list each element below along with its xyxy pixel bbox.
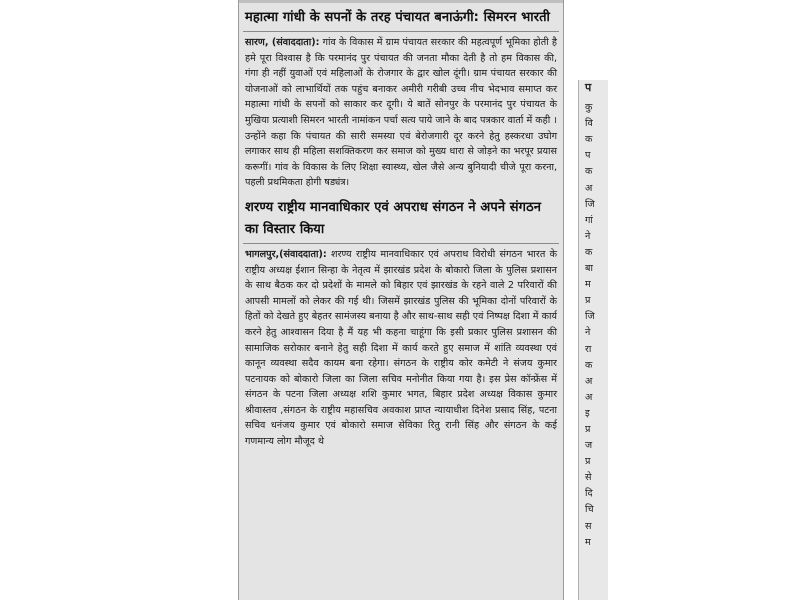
article2-headline: शरण्य राष्ट्रीय मानवाधिकार एवं अपराध संगठन ने अपने संगठन का विस्तार किया [245, 199, 542, 237]
fragment-line: रा [585, 343, 592, 355]
fragment-line: कु [585, 102, 593, 114]
fragment-line: प्र [585, 295, 591, 307]
fragment-line: क [585, 359, 593, 371]
article1-body [245, 35, 557, 191]
fragment-line: ने [585, 230, 591, 242]
article2-body [245, 247, 557, 450]
fragment-line: प [585, 81, 592, 94]
newspaper-clipping [238, 0, 564, 600]
fragment-line: चि [585, 504, 594, 516]
adjacent-clipping-fragment [578, 80, 608, 600]
fragment-line: स [585, 520, 592, 532]
clipping-top-border [239, 0, 563, 3]
article1-dateline: सारण, (संवाददाता): [245, 37, 320, 48]
fragment-line: जि [585, 198, 595, 210]
fragment-line: ज [585, 440, 593, 452]
fragment-line: प्र [585, 423, 591, 435]
fragment-line: प्र [585, 456, 591, 468]
fragment-line: वि [585, 118, 593, 130]
fragment-line: प [585, 150, 591, 162]
fragment-line: इ [585, 407, 590, 419]
fragment-line: दि [585, 488, 593, 500]
fragment-line: क [585, 134, 593, 146]
fragment-line: म [585, 536, 591, 548]
fragment-line: से [585, 472, 592, 484]
fragment-line: म [585, 279, 591, 291]
article2-text: शरण्य राष्ट्रीय मानवाधिकार एवं अपराध विरोधी संगठन भारत के राष्ट्रीय अध्यक्ष ईशान सिन्हा के नेतृत्व में झारखंड प्रदेश के बोकारो जिला के पुलिस प्रशासन के साथ बैठक कर दो प्रदेशों के मामले को बिहार एवं झारखंड के रहने वाले 2 परिवारों की आपसी मामलों को लेकर की गई थी। जिसमें झारखंड पुलिस की भूमिका दोनों परिवारों के हितों को देखते हुए बेहतर सामंजस्य बनाया है और साथ-साथ सही एवं निष्पक्ष दिशा में कार्य करने हेतु आश्वासन दिया है मैं यह भी कहना चाहूंगा कि इसी प्रकार पुलिस प्रशासन की सामाजिक सरोकार बनाने हेतु सही दिशा में कार्य करते हुए समाज में शांति व्यवस्था एवं कानून व्यवस्था सदैव कायम बना रहेगा। संगठन के राष्ट्रीय कोर कमेटी ने संजय कुमार पटनायक को बोकारो जिला का जिला सचिव मनोनीत किया गया है। इस प्रेस कॉन्फ्रेंस में संगठन के पटना जिला अध्यक्ष शशि कुमार भगत, बिहार प्रदेश अध्यक्ष विकास कुमार श्रीवास्तव ,संगठन के राष्ट्रीय महासचिव अवकाश प्राप्त न्यायाधीश दिनेश प्रसाद सिंह, पटना सचिव धनंजय कुमार एवं बोकारो समाज सेविका रितु रानी सिंह और संगठन के कई गणमान्य लोग मौजूद थे [245, 248, 557, 448]
fragment-line: अ [585, 375, 593, 387]
article1-text: गांव के विकास में ग्राम पंचायत सरकार की महत्वपूर्ण भूमिका होती है हमे पूरा विश्वास है कि परमानंद पुर पंचायत की जनता मौका देती है तो हम विकास की, गंगा ही नहीं युवाओं एवं महिलाओं के रोजगार के द्वार खोल दूंगी। ग्राम पंचायत सरकार की योजनाओं को लाभार्थियों तक पहुंच बनाकर अमीरी गरीबी उच्च नीच भेदभाव समाप्त कर महात्मा गांधी के सपनों को साकार कर दूगी। ये बातें सोनपुर के परमानंद पुर पंचायत के मुखिया प्रत्याशी सिमरन भारती नामांकन पर्चा सत्य पाये जाने के बाद पत्रकार वार्ता में कही । उन्होंने कहा कि पंचायत की सारी समस्या एवं बेरोजगारी दूर करने हेतु हस्करधा उघोग लगाकर साथ ही महिला सशक्तिकरण कर समाज को मुख्य धारा से जोड़ने का भरपूर प्रयास करूगीं। गांव के विकास के लिए शिक्षा स्वास्थ्य, खेल जैसे अन्य बुनियादी चीजे पूरा करना, पहली प्रथमिकता होगी षड्यंत्र। [245, 37, 557, 189]
fragment-line: गां [585, 214, 593, 226]
fragment-line: क [585, 246, 593, 258]
article2-divider [243, 243, 559, 244]
fragment-line: ने [585, 327, 591, 339]
article1-divider [243, 31, 559, 32]
fragment-line: जि [585, 311, 595, 323]
fragment-line: अ [585, 182, 593, 194]
article1-headline: महात्मा गांधी के सपनों के तरह पंचायत बनाऊंगी: सिमरन भारती [245, 10, 550, 25]
fragment-line: अ [585, 391, 593, 403]
fragment-line: बा [585, 263, 593, 275]
fragment-line: क [585, 166, 593, 178]
article2-dateline: भागलपुर,(संवाददाता): [245, 248, 327, 260]
